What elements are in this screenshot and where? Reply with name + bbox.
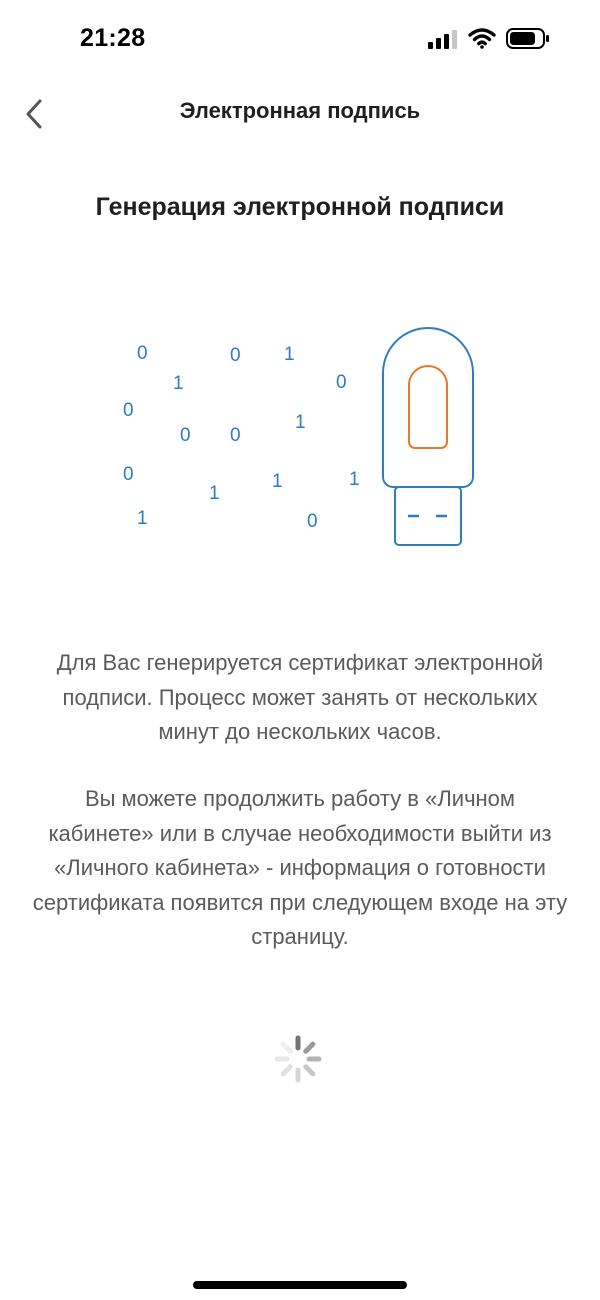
- status-icons: [428, 28, 550, 49]
- binary-digit: 0: [123, 464, 134, 485]
- status-time: 21:28: [80, 24, 146, 52]
- binary-digit: 1: [284, 344, 295, 365]
- cellular-signal-icon: [428, 29, 458, 49]
- binary-digit: 1: [272, 471, 283, 492]
- binary-digit: 0: [180, 425, 191, 446]
- usb-token-icon: [100, 315, 500, 555]
- binary-digit: 0: [230, 425, 241, 446]
- binary-digit: 0: [123, 400, 134, 421]
- status-bar: [0, 0, 600, 80]
- info-paragraph-2: Вы можете продолжить работу в «Личном кабинете» или в случае необходимости выйти из «Личного кабинета» - информация о готовности сертификата появится при следующем входе на эту страницу.: [32, 786, 568, 949]
- binary-digit: 0: [336, 372, 347, 393]
- info-paragraph-1: Для Вас генерируется сертификат электронной подписи. Процесс может занять от нескольких минут до нескольких часов.: [56, 650, 544, 744]
- binary-digit: 0: [137, 343, 148, 364]
- loading-spinner-icon: [272, 1033, 324, 1085]
- binary-digit: 0: [230, 345, 241, 366]
- binary-digit: 1: [209, 483, 220, 504]
- binary-digit: 1: [349, 469, 360, 490]
- page-title: Электронная подпись: [179, 98, 421, 123]
- binary-digit: 1: [137, 508, 148, 529]
- binary-digit: 1: [295, 412, 306, 433]
- battery-icon: [506, 28, 550, 49]
- nav-bar: [0, 80, 600, 144]
- usb-token-illustration: [100, 315, 500, 555]
- home-indicator[interactable]: [193, 1281, 407, 1289]
- wifi-icon: [468, 28, 496, 49]
- binary-digit: 1: [173, 373, 184, 394]
- section-heading: Генерация электронной подписи: [95, 193, 505, 221]
- binary-digit: 0: [307, 511, 318, 532]
